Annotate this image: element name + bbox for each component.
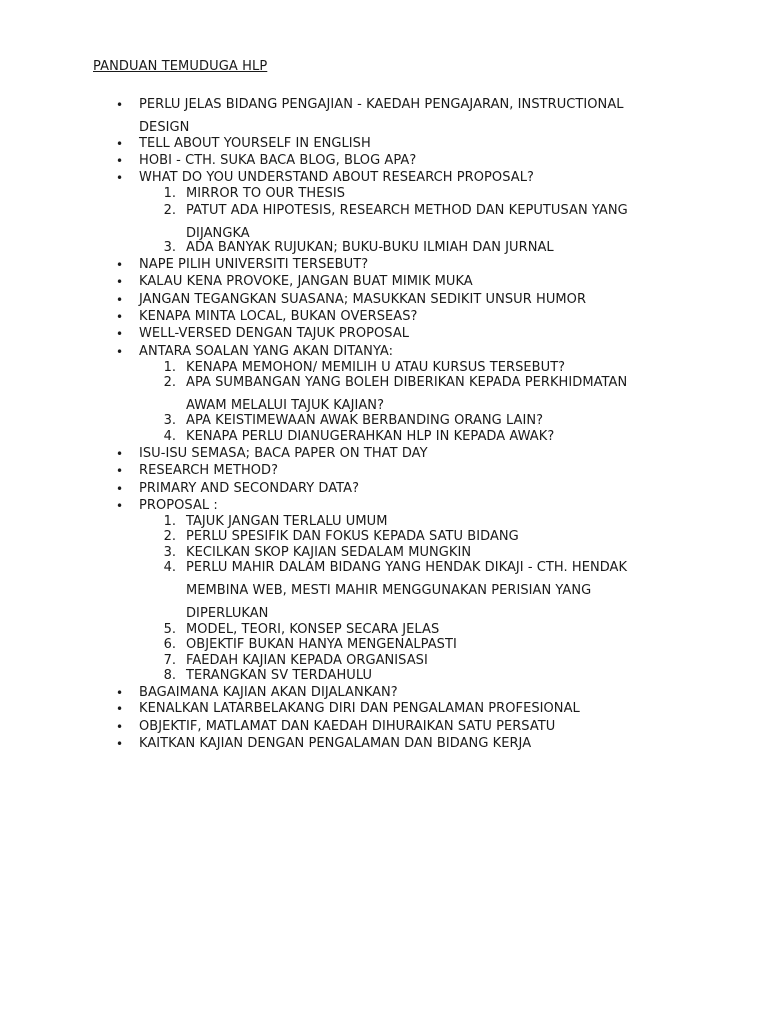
bullet-item-text: KAITKAN KAJIAN DENGAN PENGALAMAN DAN BIDANG KERJA xyxy=(139,736,532,751)
bullet-item-text: WELL-VERSED DENGAN TAJUK PROPOSAL xyxy=(139,326,410,341)
bullet-icon: • xyxy=(116,293,124,307)
list-number: 6. xyxy=(163,637,176,652)
numbered-item-text: TAJUK JANGAN TERLALU UMUM xyxy=(186,514,388,529)
numbered-item-text: FAEDAH KAJIAN KEPADA ORGANISASI xyxy=(186,653,428,668)
bullet-item-text: TELL ABOUT YOURSELF IN ENGLISH xyxy=(139,136,371,151)
list-number: 4. xyxy=(163,429,176,444)
list-number: 5. xyxy=(163,622,176,637)
numbered-item-text: ADA BANYAK RUJUKAN; BUKU-BUKU ILMIAH DAN JURNAL xyxy=(186,240,554,255)
numbered-item-text: KENAPA MEMOHON/ MEMILIH U ATAU KURSUS TERSEBUT? xyxy=(186,360,566,375)
numbered-item-text: DIPERLUKAN xyxy=(186,606,269,621)
numbered-item-text: AWAM MELALUI TAJUK KAJIAN? xyxy=(186,398,385,413)
bullet-icon: • xyxy=(116,98,124,112)
numbered-item-text: PERLU MAHIR DALAM BIDANG YANG HENDAK DIKAJI - CTH. HENDAK xyxy=(186,560,628,575)
list-number: 7. xyxy=(163,653,176,668)
bullet-icon: • xyxy=(116,275,124,289)
numbered-item-text: PATUT ADA HIPOTESIS, RESEARCH METHOD DAN KEPUTUSAN YANG xyxy=(186,203,628,218)
list-number: 4. xyxy=(163,560,176,575)
bullet-item-text: NAPE PILIH UNIVERSITI TERSEBUT? xyxy=(139,257,369,272)
bullet-icon: • xyxy=(116,737,124,751)
numbered-item-text: PERLU SPESIFIK DAN FOKUS KEPADA SATU BIDANG xyxy=(186,529,519,544)
list-number: 2. xyxy=(163,375,176,390)
bullet-item-text: JANGAN TEGANGKAN SUASANA; MASUKKAN SEDIKIT UNSUR HUMOR xyxy=(139,292,587,307)
bullet-icon: • xyxy=(116,702,124,716)
numbered-item-text: MODEL, TEORI, KONSEP SECARA JELAS xyxy=(186,622,440,637)
bullet-icon: • xyxy=(116,327,124,341)
document-title: PANDUAN TEMUDUGA HLP xyxy=(93,59,268,74)
bullet-item-text: DESIGN xyxy=(139,120,190,135)
bullet-item-text: PERLU JELAS BIDANG PENGAJIAN - KAEDAH PENGAJARAN, INSTRUCTIONAL xyxy=(139,97,624,112)
bullet-item-text: PRIMARY AND SECONDARY DATA? xyxy=(139,481,360,496)
numbered-item-text: APA SUMBANGAN YANG BOLEH DIBERIKAN KEPADA PERKHIDMATAN xyxy=(186,375,628,390)
list-number: 2. xyxy=(163,203,176,218)
list-number: 1. xyxy=(163,186,176,201)
numbered-item-text: APA KEISTIMEWAAN AWAK BERBANDING ORANG LAIN? xyxy=(186,413,544,428)
numbered-item-text: TERANGKAN SV TERDAHULU xyxy=(186,668,373,683)
numbered-item-text: DIJANGKA xyxy=(186,226,250,241)
list-number: 1. xyxy=(163,360,176,375)
bullet-item-text: ANTARA SOALAN YANG AKAN DITANYA: xyxy=(139,344,394,359)
bullet-icon: • xyxy=(116,310,124,324)
numbered-item-text: OBJEKTIF BUKAN HANYA MENGENALPASTI xyxy=(186,637,457,652)
bullet-icon: • xyxy=(116,137,124,151)
list-number: 3. xyxy=(163,240,176,255)
bullet-icon: • xyxy=(116,686,124,700)
bullet-icon: • xyxy=(116,482,124,496)
bullet-item-text: WHAT DO YOU UNDERSTAND ABOUT RESEARCH PROPOSAL? xyxy=(139,170,534,185)
bullet-item-text: HOBI - CTH. SUKA BACA BLOG, BLOG APA? xyxy=(139,153,417,168)
bullet-item-text: KALAU KENA PROVOKE, JANGAN BUAT MIMIK MUKA xyxy=(139,274,473,289)
bullet-icon: • xyxy=(116,464,124,478)
numbered-item-text: MEMBINA WEB, MESTI MAHIR MENGGUNAKAN PERISIAN YANG xyxy=(186,583,592,598)
bullet-item-text: PROPOSAL : xyxy=(139,498,218,513)
numbered-item-text: KENAPA PERLU DIANUGERAHKAN HLP IN KEPADA AWAK? xyxy=(186,429,555,444)
bullet-item-text: RESEARCH METHOD? xyxy=(139,463,279,478)
numbered-item-text: MIRROR TO OUR THESIS xyxy=(186,186,345,201)
bullet-item-text: KENAPA MINTA LOCAL, BUKAN OVERSEAS? xyxy=(139,309,418,324)
list-number: 3. xyxy=(163,413,176,428)
bullet-icon: • xyxy=(116,171,124,185)
bullet-icon: • xyxy=(116,499,124,513)
bullet-icon: • xyxy=(116,154,124,168)
bullet-item-text: OBJEKTIF, MATLAMAT DAN KAEDAH DIHURAIKAN SATU PERSATU xyxy=(139,719,556,734)
list-number: 1. xyxy=(163,514,176,529)
bullet-icon: • xyxy=(116,720,124,734)
bullet-item-text: BAGAIMANA KAJIAN AKAN DIJALANKAN? xyxy=(139,685,398,700)
bullet-item-text: ISU-ISU SEMASA; BACA PAPER ON THAT DAY xyxy=(139,446,428,461)
numbered-item-text: KECILKAN SKOP KAJIAN SEDALAM MUNGKIN xyxy=(186,545,472,560)
list-number: 2. xyxy=(163,529,176,544)
bullet-icon: • xyxy=(116,258,124,272)
list-number: 3. xyxy=(163,545,176,560)
bullet-item-text: KENALKAN LATARBELAKANG DIRI DAN PENGALAMAN PROFESIONAL xyxy=(139,701,580,716)
bullet-icon: • xyxy=(116,447,124,461)
bullet-icon: • xyxy=(116,345,124,359)
list-number: 8. xyxy=(163,668,176,683)
